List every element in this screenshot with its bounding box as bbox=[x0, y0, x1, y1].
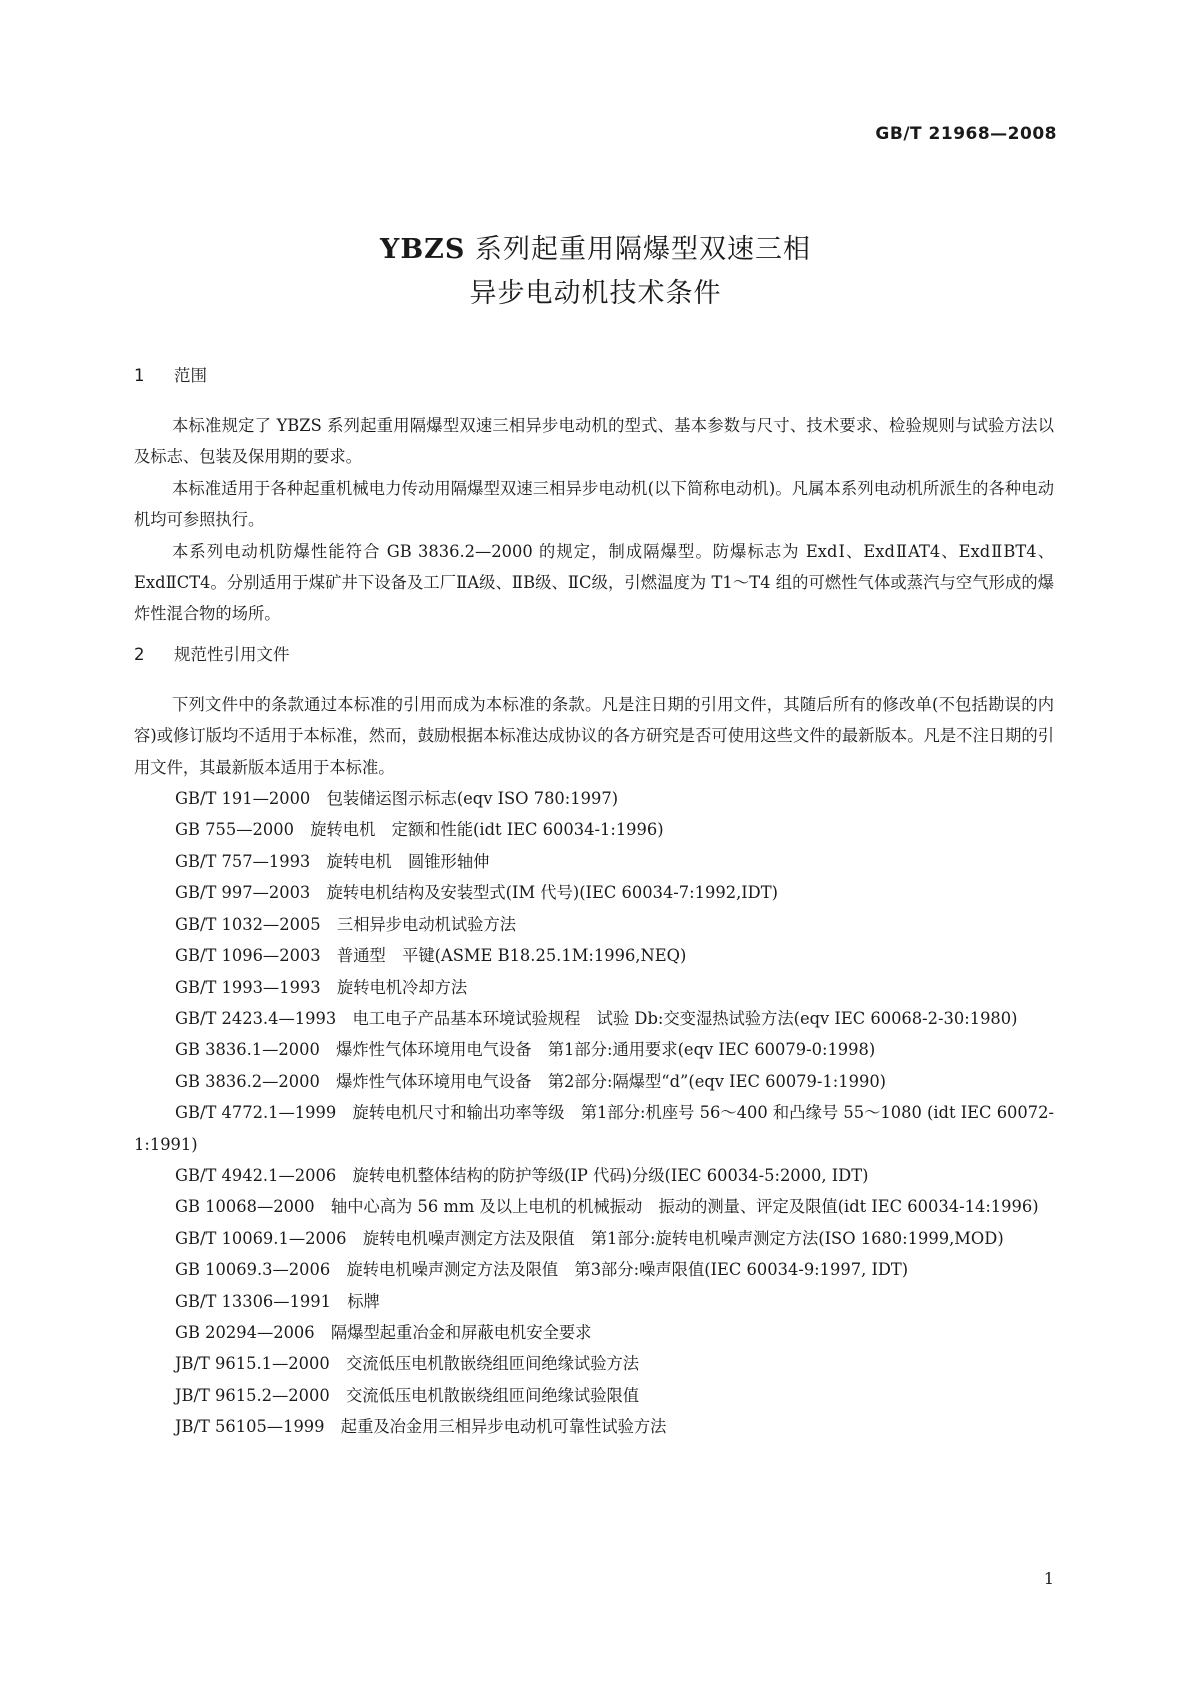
section-1-title: 范围 bbox=[174, 366, 207, 385]
title-line-1 bbox=[0, 228, 1191, 272]
reference-item: GB 3836.1—2000 爆炸性气体环境用电气设备 第1部分:通用要求(eqv IEC 60079-0:1998) bbox=[175, 1040, 876, 1060]
reference-item: GB/T 191—2000 包装储运图示标志(eqv ISO 780:1997) bbox=[175, 789, 619, 809]
reference-item: GB/T 1096—2003 普通型 平键(ASME B18.25.1M:1996,NEQ) bbox=[175, 946, 687, 966]
reference-item: GB 10069.3—2006 旋转电机噪声测定方法及限值 第3部分:噪声限值(IEC 60034-9:1997, IDT) bbox=[175, 1260, 909, 1280]
reference-item: JB/T 9615.2—2000 交流低压电机散嵌绕组匝间绝缘试验限值 bbox=[175, 1385, 640, 1405]
reference-item: GB 755—2000 旋转电机 定额和性能(idt IEC 60034-1:1996) bbox=[175, 820, 664, 840]
section-1-paragraph: 本系列电动机防爆性能符合 GB 3836.2—2000 的规定，制成隔爆型。防爆标志为 ExdⅠ、ExdⅡAT4、ExdⅡBT4、ExdⅡCT4。分别适用于煤矿井下设备及工厂ⅡA级、ⅡB级、ⅡC级，引燃温度为 T1～T4 组的可燃性气体或蒸汽与空气形成的爆炸性混合物的场所。 bbox=[134, 541, 1054, 624]
document-body bbox=[134, 362, 1054, 1443]
section-1-number: 1 bbox=[134, 366, 145, 385]
section-1-paragraph: 本标准适用于各种起重机械电力传动用隔爆型双速三相异步电动机(以下简称电动机)。凡属本系列电动机所派生的各种电动机均可参照执行。 bbox=[134, 478, 1054, 530]
title-line-1-text: 系列起重用隔爆型双速三相 bbox=[465, 234, 811, 265]
reference-item: JB/T 9615.1—2000 交流低压电机散嵌绕组匝间绝缘试验方法 bbox=[175, 1354, 640, 1374]
reference-item: GB/T 757—1993 旋转电机 圆锥形轴伸 bbox=[175, 851, 490, 871]
section-1-heading bbox=[134, 362, 1054, 390]
section-2-title: 规范性引用文件 bbox=[174, 644, 290, 664]
title-line-2: 异步电动机技术条件 bbox=[469, 278, 722, 309]
reference-item: GB 20294—2006 隔爆型起重冶金和屏蔽电机安全要求 bbox=[175, 1322, 592, 1342]
reference-item: GB 10068—2000 轴中心高为 56 mm 及以上电机的机械振动 振动的测量、评定及限值(idt IEC 60034-14:1996) bbox=[175, 1197, 1039, 1217]
page-number: 1 bbox=[1043, 1569, 1054, 1588]
reference-item: GB 3836.2—2000 爆炸性气体环境用电气设备 第2部分:隔爆型“d”(eqv IEC 60079-1:1990) bbox=[175, 1071, 887, 1091]
reference-list bbox=[134, 783, 1054, 1443]
reference-item: GB/T 10069.1—2006 旋转电机噪声测定方法及限值 第1部分:旋转电机噪声测定方法(ISO 1680:1999,MOD) bbox=[175, 1228, 1004, 1248]
section-2-heading bbox=[134, 641, 1054, 669]
reference-item: GB/T 2423.4—1993 电工电子产品基本环境试验规程 试验 Db:交变湿热试验方法(eqv IEC 60068-2-30:1980) bbox=[175, 1008, 1018, 1028]
section-2-number: 2 bbox=[134, 644, 145, 664]
reference-item: GB/T 4942.1—2006 旋转电机整体结构的防护等级(IP 代码)分级(IEC 60034-5:2000, IDT) bbox=[175, 1165, 869, 1185]
standard-number: GB/T 21968—2008 bbox=[875, 124, 1057, 144]
document-title bbox=[0, 228, 1191, 316]
reference-item: GB/T 997—2003 旋转电机结构及安装型式(IM 代号)(IEC 60034-7:1992,IDT) bbox=[175, 883, 778, 903]
reference-item: GB/T 4772.1—1999 旋转电机尺寸和输出功率等级 第1部分:机座号 56～400 和凸缘号 55～1080 (idt IEC 60072-1:1991) bbox=[134, 1103, 1054, 1154]
title-series-code: YBZS bbox=[380, 234, 466, 265]
section-2-intro: 下列文件中的条款通过本标准的引用而成为本标准的条款。凡是注日期的引用文件，其随后所有的修改单(不包括勘误的内容)或修订版均不适用于本标准，然而，鼓励根据本标准达成协议的各方研究是否可使用这些文件的最新版本。凡是不注日期的引用文件，其最新版本适用于本标准。 bbox=[134, 694, 1054, 777]
reference-item: GB/T 1032—2005 三相异步电动机试验方法 bbox=[175, 914, 517, 934]
reference-item: GB/T 1993—1993 旋转电机冷却方法 bbox=[175, 977, 468, 997]
reference-item: GB/T 13306—1991 标牌 bbox=[175, 1291, 380, 1311]
section-1-paragraph: 本标准规定了 YBZS 系列起重用隔爆型双速三相异步电动机的型式、基本参数与尺寸、技术要求、检验规则与试验方法以及标志、包装及保用期的要求。 bbox=[134, 416, 1054, 467]
reference-item: JB/T 56105—1999 起重及冶金用三相异步电动机可靠性试验方法 bbox=[175, 1417, 667, 1437]
